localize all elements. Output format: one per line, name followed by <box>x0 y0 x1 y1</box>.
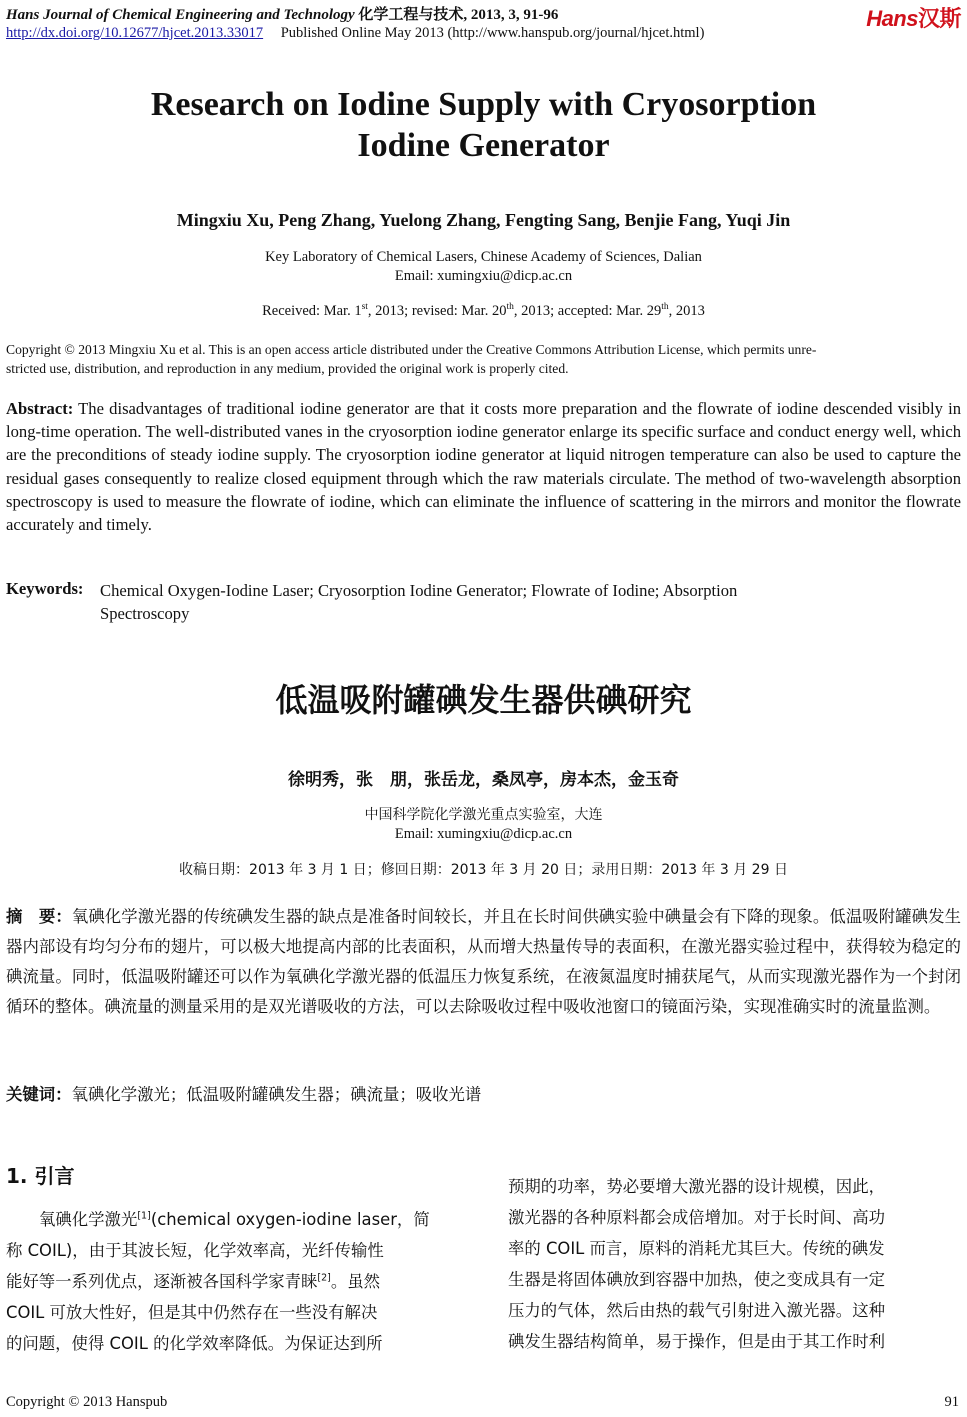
cn-authors: 徐明秀，张 朋，张岳龙，桑凤亭，房本杰，金玉奇 <box>288 770 679 790</box>
journal-name-cn: 化学工程与技术, 2013, 3, 91-96 <box>358 7 559 23</box>
cn-keywords-text: 氧碘化学激光；低温吸附罐碘发生器；碘流量；吸收光谱 <box>71 1085 482 1104</box>
cn-title: 低温吸附罐碘发生器供碘研究 <box>275 681 692 719</box>
keywords-label: Keywords: <box>6 579 84 598</box>
cn-email: Email: xumingxiu@dicp.ac.cn <box>394 826 573 842</box>
keywords-text: Chemical Oxygen-Iodine Laser; Cryosorption Iodine Generator; Flowrate of Iodine; Absorption Spectroscopy <box>100 581 738 624</box>
abstract-text: The disadvantages of traditional iodine generator are that it costs more preparation and the flowrate of iodine descended visibly in long-time operation. The well-distributed vanes in the cryosorption iodine generator enlarge its specific surface and conduct energy well, which are the preconditions of steady iodine supply. The cryosorption iodine generator at liquid nitrogen temperature can also be used to capture the residual gases consequently to realize closed equipment through which the raw materials circulate. The method of two-wavelength absorption spectroscopy is used to measure the flowrate of iodine, which can eliminate the influence of scattering in the mirrors and monitor the flowrate accurately and timely. <box>6 399 961 535</box>
abstract <box>6 397 961 536</box>
cn-dates: 收稿日期：2013 年 3 月 1 日；修回日期：2013 年 3 月 20 日；录用日期：2013 年 3 月 29 日 <box>179 862 788 878</box>
cn-keywords-label: 关键词： <box>6 1085 72 1104</box>
right-col-line: 率的 COIL 而言，原料的消耗尤其巨大。传统的碘发 <box>508 1239 885 1258</box>
authors: Mingxiu Xu, Peng Zhang, Yuelong Zhang, Fengting Sang, Benjie Fang, Yuqi Jin <box>176 210 791 230</box>
page-number: 91 <box>944 1394 959 1410</box>
doi-link[interactable]: http://dx.doi.org/10.12677/hjcet.2013.33017 <box>6 25 264 41</box>
published-online: Published Online May 2013 (http://www.hanspub.org/journal/hjcet.html) <box>280 25 705 41</box>
citation-ref[interactable]: [2] <box>317 1272 331 1284</box>
email: Email: xumingxiu@dicp.ac.cn <box>394 268 573 284</box>
right-col-line: 预期的功率，势必要增大激光器的设计规模，因此， <box>508 1177 885 1196</box>
journal-name: Hans Journal of Chemical Engineering and Technology <box>6 7 355 23</box>
affiliation: Key Laboratory of Chemical Lasers, Chinese Academy of Sciences, Dalian <box>265 249 702 265</box>
received-dates: Received: Mar. 1st, 2013; revised: Mar. 20th, 2013; accepted: Mar. 29th, 2013 <box>262 302 705 319</box>
right-col-line: 压力的气体，然后由热的载气引射进入激光器。这种 <box>508 1301 885 1320</box>
right-col-line: 碘发生器结构简单，易于操作，但是由于其工作时利 <box>508 1332 885 1351</box>
cn-keywords <box>6 1080 961 1110</box>
cn-abstract <box>6 902 961 1022</box>
publication-info <box>6 25 704 42</box>
right-col-line: 生器是将固体碘放到容器中加热，使之变成具有一定 <box>508 1270 885 1289</box>
left-col-line: 称 COIL)，由于其波长短，化学效率高，光纤传输性 <box>6 1241 384 1260</box>
copyright-notice: Copyright © 2013 Mingxiu Xu et al. This is an open access article distributed under the Creative Commons Attribution License, which permits unre- stricted use, distribution, and reproduction in any medium, provided the original work is properly cited. <box>6 342 817 376</box>
journal-header <box>6 3 558 24</box>
citation-ref[interactable]: [1] <box>137 1210 151 1222</box>
cn-abstract-text: 氧碘化学激光器的传统碘发生器的缺点是准备时间较长，并且在长时间供碘实验中碘量会有下降的现象。低温吸附罐碘发生器内部设有均匀分布的翅片，可以极大地提高内部的比表面积，从而增大热量传导的表面积，在激光器实验过程中，获得较为稳定的碘流量。同时，低温吸附罐还可以作为氧碘化学激光器的低温压力恢复系统，在液氮温度时捕获尾气，从而实现激光器作为一个封闭循环的整体。碘流量的测量采用的是双光谱吸收的方法，可以去除吸收过程中吸收池窗口的镜面污染，实现准确实时的流量监测。 <box>6 907 962 1016</box>
abstract-label: Abstract: <box>6 399 74 418</box>
paper-title: Research on Iodine Supply with Cryosorption Iodine Generator <box>150 86 817 164</box>
right-col-line: 激光器的各种原料都会成倍增加。对于长时间、高功 <box>508 1208 885 1227</box>
cn-abstract-label: 摘 要： <box>6 907 72 926</box>
hans-logo: Hans汉斯 <box>866 6 961 31</box>
left-col-line: COIL 可放大性好，但是其中仍然存在一些没有解决 <box>6 1303 378 1322</box>
left-col-line: 能好等一系列优点，逐渐被各国科学家青睐[2]。虽然 <box>6 1272 381 1291</box>
footer-copyright: Copyright © 2013 Hanspub <box>6 1394 168 1410</box>
right-column <box>508 1171 963 1357</box>
section-title: 1. 引言 <box>6 1164 75 1188</box>
left-col-line: 的问题，使得 COIL 的化学效率降低。为保证达到所 <box>6 1334 383 1353</box>
left-col-line: 氧碘化学激光[1](chemical oxygen-iodine laser，简 <box>39 1210 430 1229</box>
left-column <box>6 1204 461 1359</box>
cn-affiliation: 中国科学院化学激光重点实验室，大连 <box>364 807 603 823</box>
